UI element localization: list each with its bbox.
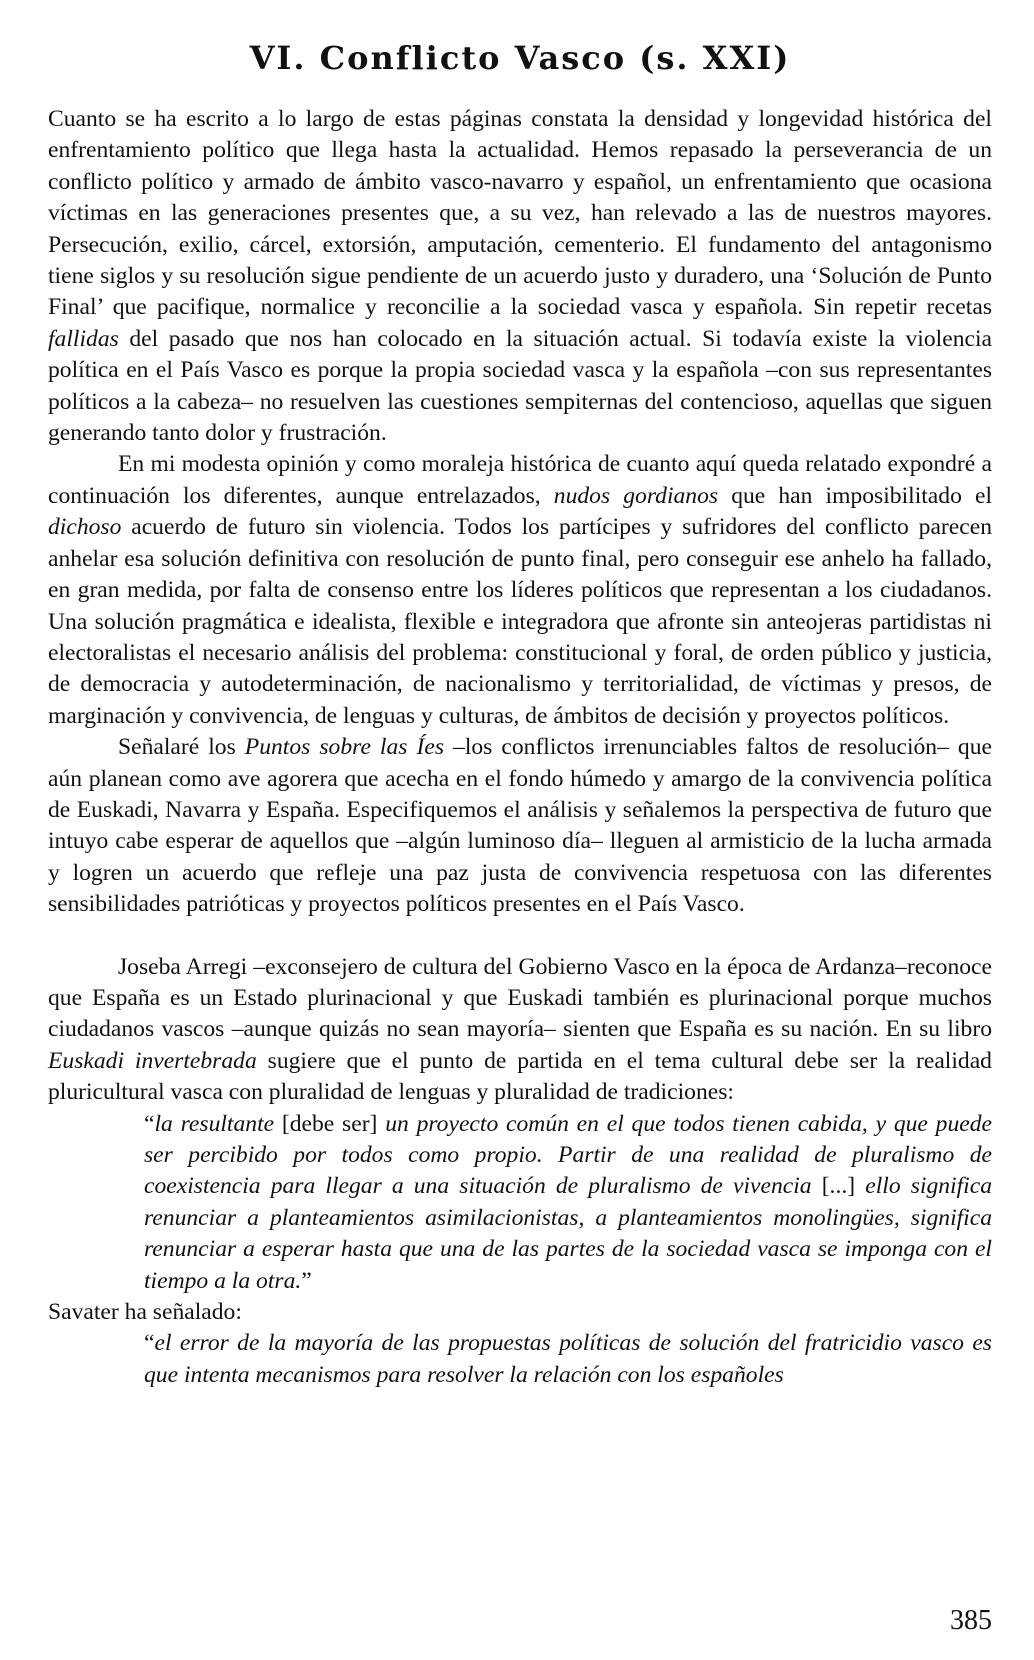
quote-arregi-text-b: un proyecto común en el que todos tienen cabida, y que puede ser percibido por todos como propio. Partir de una realidad de pluralismo de coexistencia para llegar a una situación de pluralismo de vivencia <box>144 1110 992 1200</box>
paragraph-1 <box>48 104 992 449</box>
quote-savater <box>144 1328 992 1391</box>
page <box>48 38 992 1391</box>
chapter-title: VI. Conflicto Vasco (s. XXI) <box>249 39 791 77</box>
paragraph-3-text-b: –los conflictos irrenunciables faltos de resolución– que aún planean como ave agorera que acecha en el fondo húmedo y amargo de la convivencia política de Euskadi, Navarra y España. Especifiquemos el análisis y señalemos la perspectiva de futuro que intuyo cabe esperar de aquellos que –algún luminoso día– lleguen al armisticio de la lucha armada y logren un acuerdo que refleje una paz justa de convivencia respetuosa con las diferentes sensibilidades patrióticas y proyectos políticos presentes en el País Vasco. <box>48 734 992 918</box>
quote-arregi-insert: [debe ser] <box>274 1110 386 1137</box>
paragraph-2 <box>48 449 992 732</box>
paragraph-2-emphasis-2: dichoso <box>48 514 122 541</box>
book-title: Euskadi invertebrada <box>48 1047 257 1074</box>
page-number: 385 <box>950 1605 992 1636</box>
paragraph-4 <box>48 952 992 1109</box>
paragraph-5: Savater ha señalado: <box>48 1299 242 1326</box>
paragraph-2-emphasis-1: nudos gordianos <box>553 482 719 509</box>
quote-close-mark: ” <box>301 1267 312 1294</box>
paragraph-3-text-a: Señalaré los <box>118 734 245 761</box>
quote-savater-text: el error de la mayoría de las propuestas políticas de solución del fratricidio vasco es que intenta mecanismos para resolver la relación con los españoles <box>144 1330 992 1388</box>
paragraph-3 <box>48 732 992 920</box>
quote-arregi-text-a: la resultante <box>154 1110 275 1137</box>
quote-open-mark: “ <box>144 1110 155 1137</box>
paragraph-2-text-a: En mi modesta opinión y como moraleja histórica de cuanto aquí queda relatado expondré a continuación los diferentes, aunque entrelazados, <box>48 451 992 509</box>
paragraph-4-text-a: Joseba Arregi –exconsejero de cultura del Gobierno Vasco en la época de Ardanza–reconoce que España es un Estado plurinacional y que Euskadi también es plurinacional porque muchos ciudadanos vascos –aunque quizás no sean mayoría– sienten que España es su nación. En su libro <box>48 953 992 1043</box>
quote-arregi-text-c: ello significa renunciar a planteamientos asimilacionistas, a planteamientos monolingües, significa renunciar a esperar hasta que una de las partes de la sociedad vasca se imponga con el tiempo a la otra. <box>144 1173 992 1294</box>
paragraph-3-emphasis: Puntos sobre las Íes <box>244 734 444 761</box>
paragraph-2-text-c: acuerdo de futuro sin violencia. Todos los partícipes y sufridores del conflicto parecen anhelar esa solución definitiva con resolución de punto final, pero conseguir ese anhelo ha fallado, en gran medida, por falta de consenso entre los líderes políticos que representan a los ciudadanos. Una solución pragmática e idealista, flexible e integradora que afronte sin anteojeras partidistas ni electoralistas el necesario análisis del problema: constitucional y foral, de orden público y justicia, de democracia y autodeterminación, de nacionalismo y territorialidad, de víctimas y presos, de marginación y convivencia, de lenguas y culturas, de ámbitos de decisión y proyectos políticos. <box>48 514 992 729</box>
quote-arregi <box>144 1109 992 1297</box>
paragraph-1-emphasis: fallidas <box>48 325 119 352</box>
paragraph-1-text: Cuanto se ha escrito a lo largo de estas páginas constata la densidad y longevidad histórica del enfrentamiento político que llega hasta la actualidad. Hemos repasado la perseverancia de un conflicto político y armado de ámbito vasco-navarro y español, un enfrentamiento que ocasiona víctimas en las generaciones presentes que, a su vez, han relevado a las de nuestros mayores. Persecución, exilio, cárcel, extorsión, amputación, cementerio. El fundamento del antagonismo tiene siglos y su resolución sigue pendiente de un acuerdo justo y duradero, una ‘Solución de Punto Final’ que pacifique, normalice y reconcilie a la sociedad vasca y española. Sin repetir recetas <box>48 106 992 321</box>
body-text <box>48 104 992 1391</box>
paragraph-4-text-b: sugiere que el punto de partida en el tema cultural debe ser la realidad pluricultural vasca con pluralidad de lenguas y pluralidad de tradiciones: <box>48 1047 992 1106</box>
paragraph-2-text-b: que han imposibilitado el <box>718 482 993 509</box>
quote-savater-open-mark: “ <box>144 1330 155 1357</box>
paragraph-1-text-b: del pasado que nos han colocado en la situación actual. Si todavía existe la violencia política en el País Vasco es porque la propia sociedad vasca y la española –con sus representantes políticos a la cabeza– no resuelven las cuestiones sempiternas del contencioso, aquellas que siguen generando tanto dolor y frustración. <box>48 325 992 447</box>
quote-arregi-ellipsis: [...] <box>821 1173 856 1200</box>
